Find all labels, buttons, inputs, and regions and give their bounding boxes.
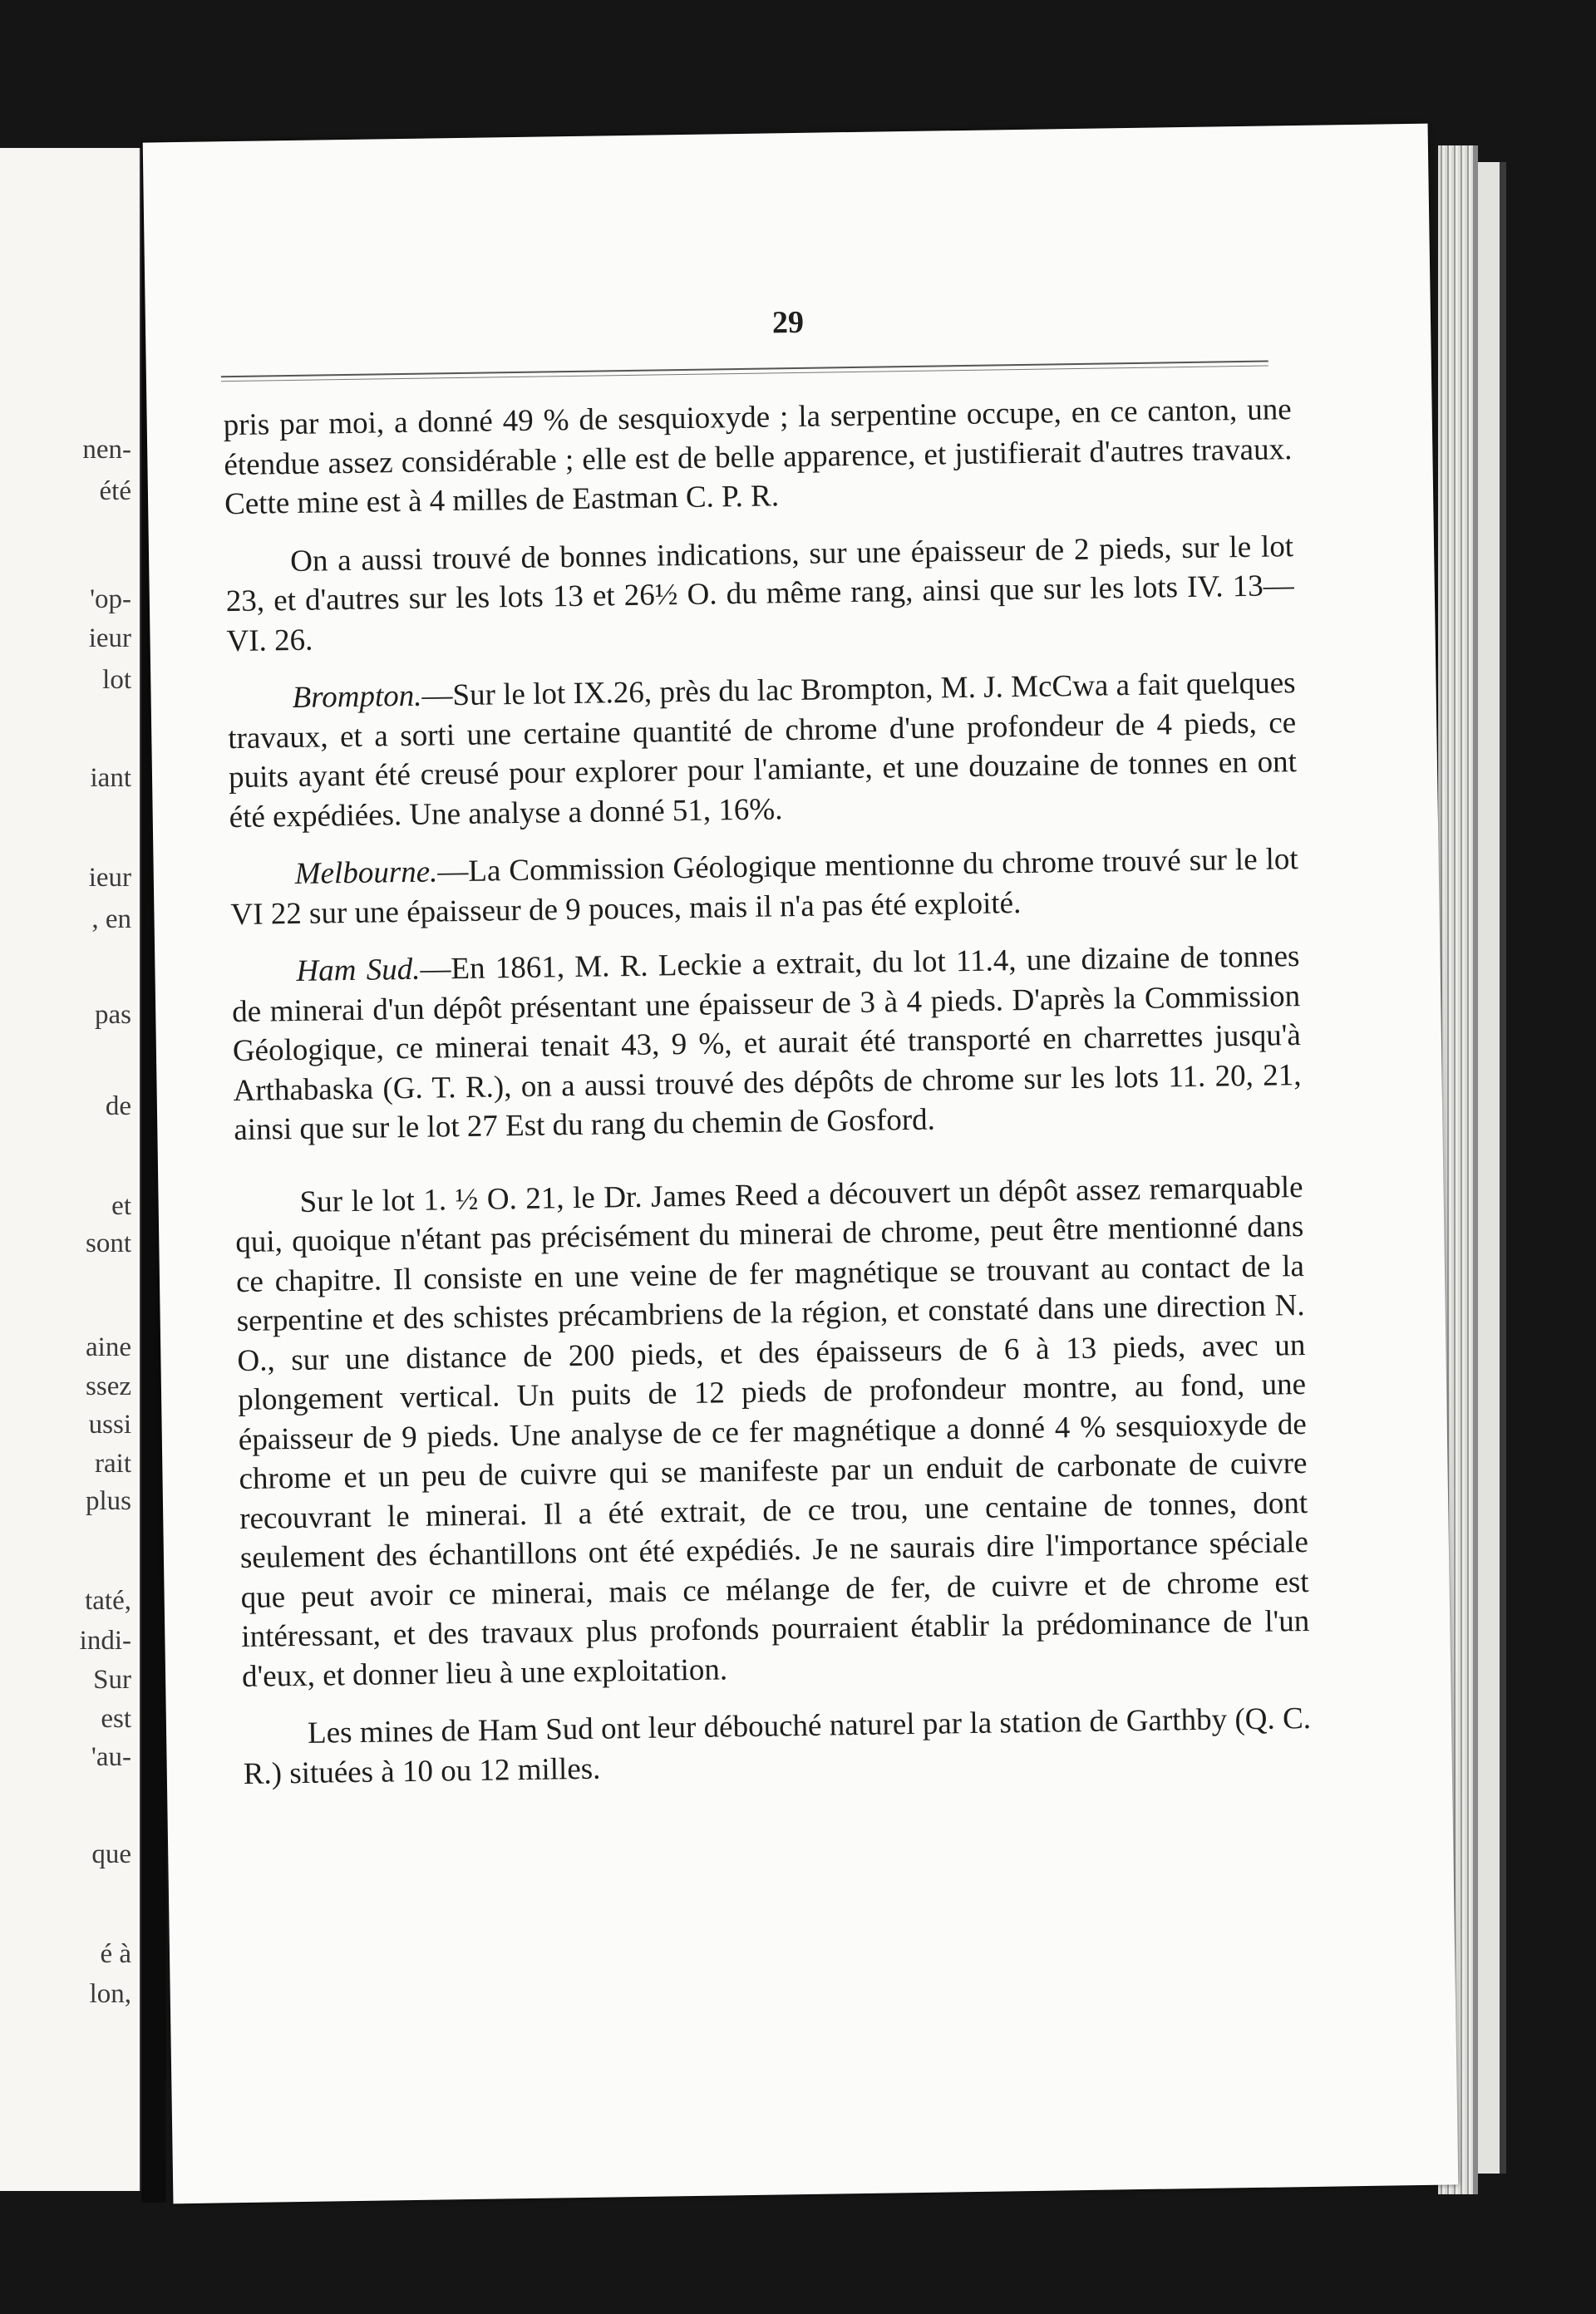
facing-page-text: 'au-	[91, 1742, 131, 1772]
facing-page-text: sont	[85, 1228, 131, 1258]
page-body	[223, 390, 1312, 1794]
facing-page-text: aine	[86, 1332, 131, 1362]
facing-page-text: que	[91, 1839, 131, 1869]
facing-page-text: et	[111, 1191, 131, 1221]
paragraph-brompton	[227, 663, 1298, 837]
book-page	[143, 124, 1459, 2204]
paragraph-text: Les mines de Ham Sud ont leur débouché naturel par la station de Garthby (Q. C. R.) situées à 10 ou 12 milles.	[243, 1701, 1312, 1791]
facing-page-text: indi-	[79, 1626, 131, 1656]
facing-page-text: lon,	[89, 1979, 131, 2009]
facing-page-text: été	[99, 476, 131, 506]
facing-page	[0, 148, 148, 2191]
facing-page-text: ssez	[86, 1371, 131, 1401]
paragraph-text: —Sur le lot IX.26, près du lac Brompton, M. J. McCwa a fait quelques travaux, et a sorti une certaine quantité de chrome d'une profondeur de 4 pieds, ce puits ayant été creusé pour explorer pour l'amiante, et une douzaine de tonnes en ont été expédiées. Une analyse a donné 51, 16%.	[228, 666, 1298, 835]
paragraph-melbourne	[229, 839, 1298, 934]
facing-page-text: rait	[95, 1449, 131, 1479]
header-rule	[221, 361, 1268, 382]
section-lead: Ham Sud.	[296, 952, 421, 988]
facing-page-text: ussi	[88, 1410, 131, 1440]
facing-page-text: Sur	[93, 1665, 131, 1695]
facing-page-text: taté,	[85, 1586, 131, 1616]
paragraph-text: Sur le lot 1. ½ O. 21, le Dr. James Reed a découvert un dépôt assez remarquable qui, quoique n'étant pas précisément du minerai de chrome, peut être mentionné dans ce chapitre. Il consiste en une veine de fer magnétique se trouvant au contact de la serpentine et des schistes précambriens de la région, et constaté dans une direction N. O., sur une distance de 200 pieds, et des épaisseurs de 6 à 13 pieds, avec un plongement vertical. Un puits de 12 pieds de profondeur montre, au fond, une épaisseur de 9 pieds. Une analyse de ce fer magnétique a donné 4 % sesquioxyde de chrome et un peu de cuivre qui se manifeste par un enduit de carbonate de cuivre recouvrant le minerai. Il a été extrait, de ce trou, une centaine de tonnes, dont seulement des échantillons ont été expédiés. Je ne saurais dire l'importance spéciale que peut avoir ce minerai, mais ce mélange de fer, de cuivre et de chrome est intéressant, et des travaux plus profonds pourraient établir la prédominance de l'un d'eux, et donner lieu à une exploitation.	[235, 1169, 1310, 1694]
paragraph-text: pris par moi, a donné 49 % de sesquioxyde ; la serpentine occupe, en ce canton, une étendue assez considérable ; elle est de belle apparence, et justifierait d'autres travaux. Cette mine est à 4 milles de Eastman C. P. R.	[223, 392, 1293, 522]
facing-page-text: plus	[85, 1486, 131, 1516]
paragraph	[234, 1168, 1310, 1696]
facing-page-text: de	[105, 1091, 131, 1121]
section-lead: Brompton.	[292, 678, 422, 716]
facing-page-text: iant	[90, 763, 131, 793]
facing-page-text: , en	[91, 904, 131, 934]
facing-page-text: lot	[102, 665, 131, 695]
facing-page-text: est	[101, 1704, 131, 1734]
paragraph-text: —La Commission Géologique mentionne du chrome trouvé sur le lot VI 22 sur une épaisseur de 9 pouces, mais il n'a pas été exploité.	[230, 842, 1298, 932]
facing-page-text: pas	[95, 1000, 131, 1030]
paragraph	[223, 390, 1293, 524]
paragraph	[243, 1699, 1312, 1794]
paragraph-ham-sud	[231, 937, 1302, 1150]
facing-page-text: é à	[100, 1939, 131, 1969]
paragraph	[225, 527, 1295, 662]
facing-page-text: ieur	[88, 863, 131, 893]
paragraph-text: On a aussi trouvé de bonnes indications, sur une épaisseur de 2 pieds, sur le lot 23, et d'autres sur les lots 13 et 26½ O. du même rang, ainsi que sur les lots IV. 13—VI. 26.	[225, 529, 1295, 658]
facing-page-text: 'op-	[90, 584, 131, 614]
page-stack-edge	[1476, 162, 1506, 2174]
section-lead: Melbourne.	[294, 854, 438, 891]
facing-page-text: nen-	[82, 435, 131, 465]
page-number: 29	[771, 304, 805, 341]
paragraph-text: —En 1861, M. R. Leckie a extrait, du lot 11.4, une dizaine de tonnes de minerai d'un dépôt présentant une épaisseur de 3 à 4 pieds. D'après la Commission Géologique, ce minerai tenait 43, 9 %, et aurait été transporté en charrettes jusqu'à Arthabaska (G. T. R.), on a aussi trouvé des dépôts de chrome sur les lots 11. 20, 21, ainsi que sur le lot 27 Est du rang du chemin de Gosford.	[231, 939, 1302, 1148]
facing-page-text: ieur	[88, 623, 131, 653]
